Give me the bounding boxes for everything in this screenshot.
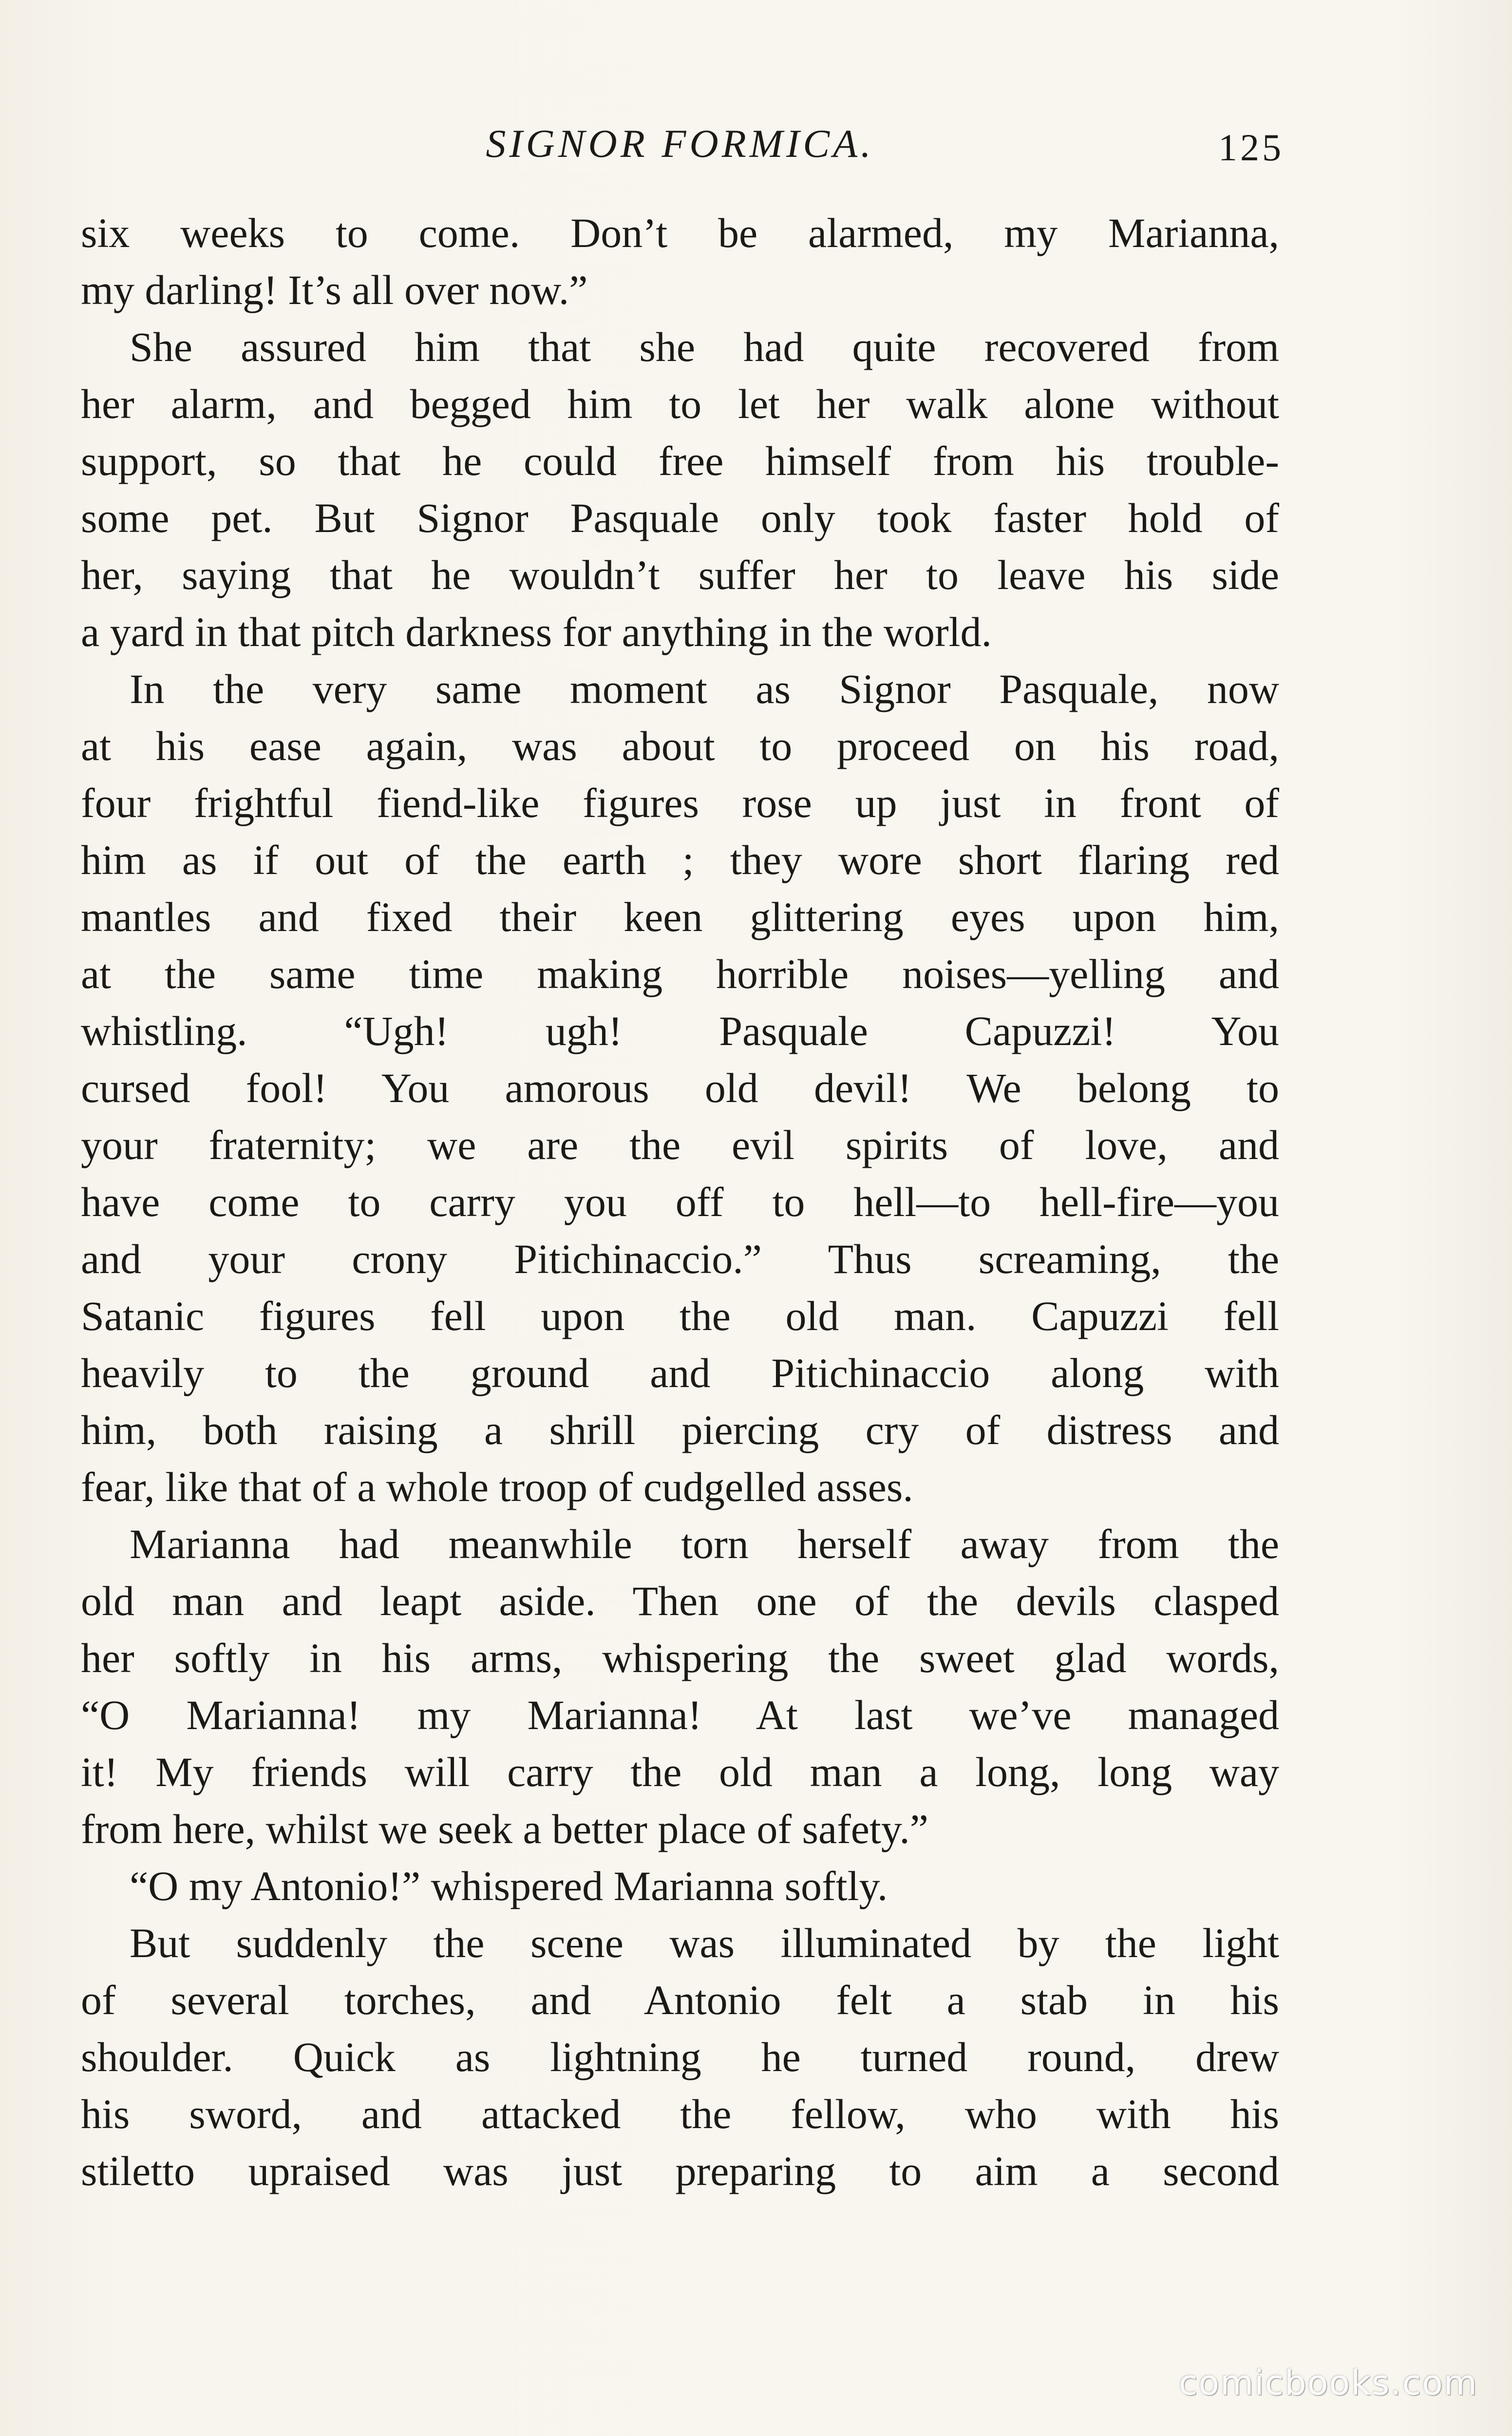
text-line: him as if out of the earth ; they wore short flaring red (81, 837, 1279, 883)
text-line: “O Marianna! my Marianna! At last we’ve managed (81, 1692, 1279, 1738)
running-title: SIGNOR FORMICA. (486, 121, 874, 166)
text-line: her alarm, and begged him to let her walk alone without (81, 381, 1279, 427)
text-line: “O my Antonio!” whispered Marianna softly. (130, 1863, 888, 1909)
text-line: She assured him that she had quite recovered from (130, 324, 1279, 370)
text-line: a yard in that pitch darkness for anything in the world. (81, 609, 992, 655)
text-line: mantles and fixed their keen glittering eyes upon him, (81, 894, 1279, 940)
text-line: cursed fool! You amorous old devil! We belong to (81, 1065, 1279, 1111)
text-line: it! My friends will carry the old man a long, long way (81, 1749, 1279, 1795)
text-line: heavily to the ground and Pitichinaccio along with (81, 1350, 1279, 1396)
text-line: six weeks to come. Don’t be alarmed, my Marianna, (81, 209, 1279, 256)
text-line: your fraternity; we are the evil spirits of love, and (81, 1122, 1279, 1168)
text-line: whistling. “Ugh! ugh! Pasquale Capuzzi! You (81, 1008, 1279, 1054)
text-line: Marianna had meanwhile torn herself away from the (130, 1521, 1279, 1567)
text-line: my darling! It’s all over now.” (81, 266, 588, 313)
text-line: at his ease again, was about to proceed on his road, (81, 723, 1279, 769)
text-line: him, both raising a shrill piercing cry of distress and (81, 1407, 1279, 1453)
watermark: comicbooks.com (1178, 2363, 1478, 2403)
text-line: support, so that he could free himself from his trouble- (81, 438, 1279, 484)
text-line: But suddenly the scene was illuminated by the light (130, 1920, 1279, 1966)
text-line: from here, whilst we seek a better place of safety.” (81, 1806, 928, 1852)
text-line: fear, like that of a whole troop of cudgelled asses. (81, 1464, 913, 1510)
text-line: four frightful fiend-like figures rose up just in front of (81, 780, 1279, 826)
text-line: Satanic figures fell upon the old man. Capuzzi fell (81, 1293, 1279, 1339)
text-line: have come to carry you off to hell—to hell-fire—you (81, 1179, 1279, 1225)
text-line: some pet. But Signor Pasquale only took faster hold of (81, 495, 1279, 541)
text-line: In the very same moment as Signor Pasquale, now (130, 666, 1279, 712)
body-text (81, 205, 1279, 2200)
text-line: his sword, and attacked the fellow, who with his (81, 2091, 1279, 2137)
text-line: her, saying that he wouldn’t suffer her to leave his side (81, 552, 1279, 598)
page-header (81, 117, 1284, 171)
page-number: 125 (1218, 126, 1284, 169)
text-line: stiletto upraised was just preparing to aim a second (81, 2148, 1279, 2194)
text-line: and your crony Pitichinaccio.” Thus screaming, the (81, 1236, 1279, 1282)
text-line: her softly in his arms, whispering the sweet glad words, (81, 1635, 1279, 1681)
text-line: at the same time making horrible noises—yelling and (81, 951, 1279, 997)
text-line: shoulder. Quick as lightning he turned round, drew (81, 2034, 1279, 2080)
text-line: of several torches, and Antonio felt a stab in his (81, 1977, 1279, 2023)
text-line: old man and leapt aside. Then one of the devils clasped (81, 1578, 1279, 1624)
